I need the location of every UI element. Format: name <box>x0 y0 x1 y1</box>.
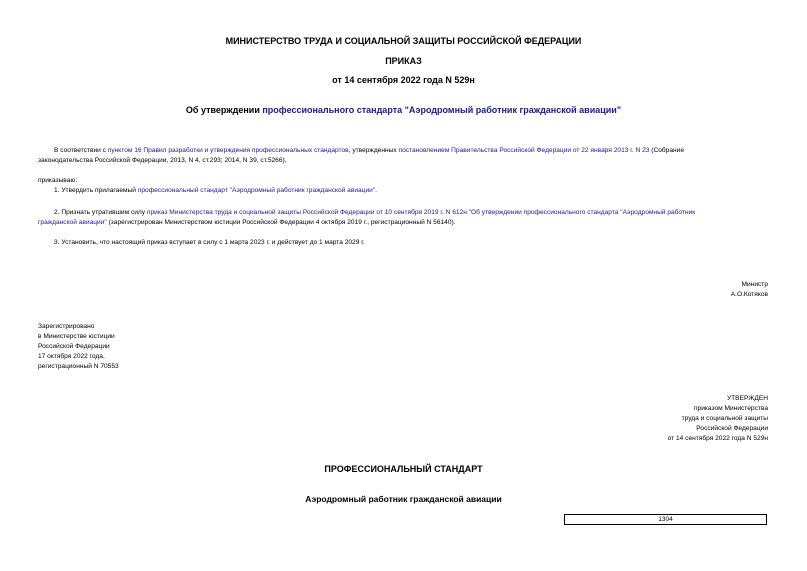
signature-name: А.О.Котяков <box>730 291 768 298</box>
item-1 <box>54 186 377 196</box>
signature-title: Министр <box>741 281 768 288</box>
preamble-text: , утвержденных <box>348 147 399 154</box>
registration-number-box <box>564 514 767 525</box>
preamble-line-1 <box>54 146 684 156</box>
doc-type: ПРИКАЗ <box>385 56 422 66</box>
standard-heading: ПРОФЕССИОНАЛЬНЫЙ СТАНДАРТ <box>324 464 483 474</box>
doc-date-number: от 14 сентября 2022 года N 529н <box>332 75 475 85</box>
standard-link[interactable]: профессиональный стандарт "Аэродромный работник гражданской авиации" <box>137 187 376 194</box>
registration-line: 17 октября 2022 года, <box>38 353 105 360</box>
subject-prefix: Об утверждении <box>185 105 263 115</box>
approved-line: приказом Министерства <box>693 405 768 412</box>
standard-name: Аэродромный работник гражданской авиации <box>305 494 502 504</box>
item-2-line-1 <box>54 208 695 218</box>
ministry-title: МИНИСТЕРСТВО ТРУДА И СОЦИАЛЬНОЙ ЗАЩИТЫ РОССИЙСКОЙ ФЕДЕРАЦИИ <box>225 36 582 46</box>
doc-subject <box>0 105 807 115</box>
registration-line: Зарегистрировано <box>38 323 95 330</box>
subject-link[interactable]: профессионального стандарта "Аэродромный работник гражданской авиации" <box>262 105 622 115</box>
item-3: 3. Установить, что настоящий приказ вступает в силу с 1 марта 2023 г. и действует до 1 марта 2029 г. <box>54 239 365 246</box>
approved-line: Российской Федерации <box>696 425 768 432</box>
item-text: 2. Признать утратившим силу <box>54 209 147 216</box>
preamble-line-2: законодательства Российской Федерации, 2013, N 4, ст.293; 2014, N 39, ст.5266), <box>38 157 287 164</box>
preamble-text: (Собрание <box>649 147 684 154</box>
item-text: (зарегистрирован Министерством юстиции Российской Федерации 4 октября 2019 г., регистрационный N 56140). <box>106 219 456 226</box>
repealed-order-link[interactable]: приказ Министерства труда и социальной защиты Российской Федерации от 10 сентября 2019 г. N 612н "Об утверждении профессионального стандарта "Аэродромный работник <box>146 209 696 216</box>
approved-line: от 14 сентября 2022 года N 529н <box>667 435 768 442</box>
order-word: приказываю: <box>38 177 78 184</box>
registration-line: Российской Федерации <box>38 343 110 350</box>
rules-link[interactable]: пунктом 16 Правил разработки и утверждения профессиональных стандартов <box>107 147 349 154</box>
registration-number: 1304 <box>658 516 673 523</box>
repealed-order-link-cont[interactable]: гражданской авиации" <box>38 219 107 226</box>
approved-line: труда и социальной защиты <box>681 415 768 422</box>
item-text: 1. Утвердить прилагаемый <box>54 187 138 194</box>
resolution-link[interactable]: постановлением Правительства Российской Федерации от 22 января 2013 г. N 23 <box>398 147 650 154</box>
item-2-line-2 <box>38 218 456 228</box>
approved-line: УТВЕРЖДЕН <box>726 395 768 402</box>
preamble-text: В соответствии с <box>54 147 108 154</box>
registration-line: в Министерстве юстиции <box>38 333 115 340</box>
registration-line: регистрационный N 70553 <box>38 363 119 370</box>
item-text: . <box>375 187 377 194</box>
